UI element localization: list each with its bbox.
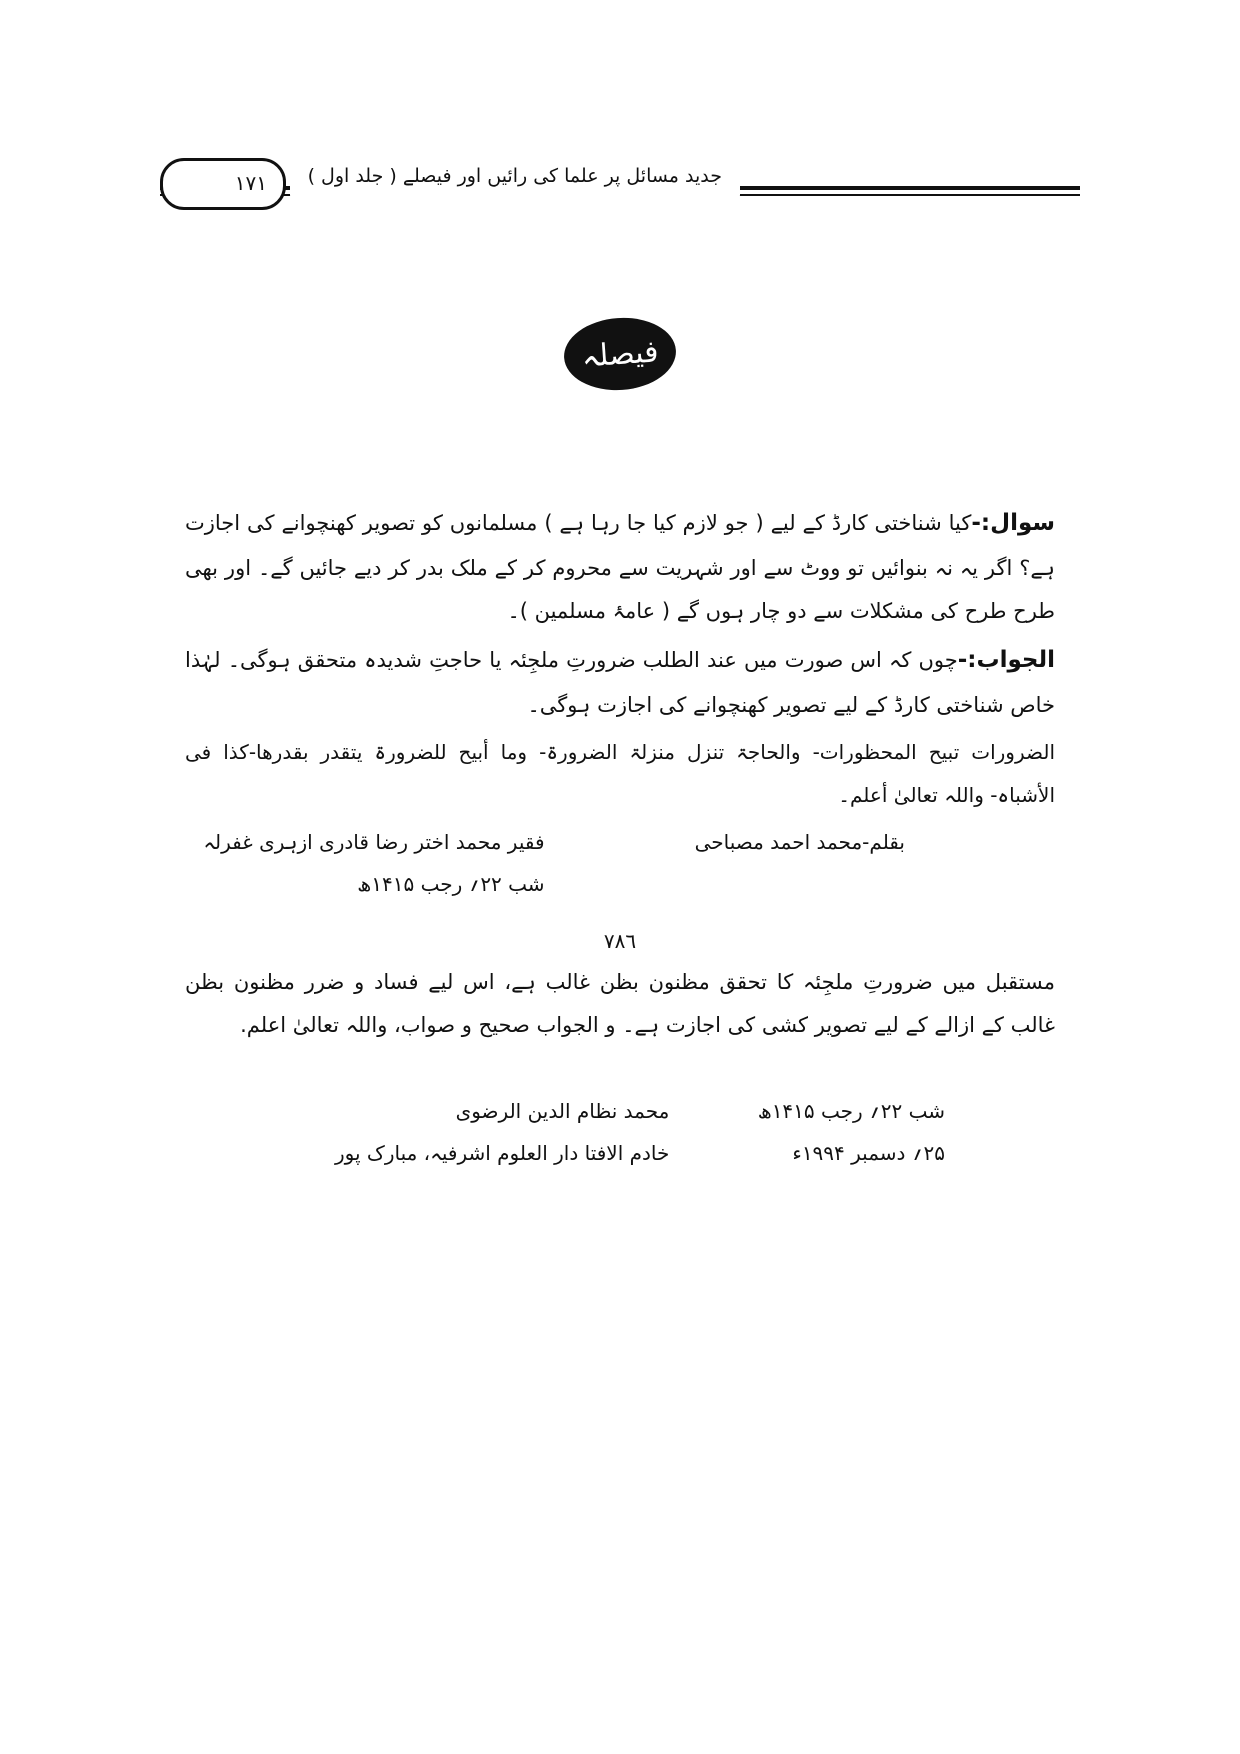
signature-akhtar-raza-qadri (203, 823, 544, 903)
question-paragraph (185, 500, 1055, 633)
answer-label: الجواب:- (957, 647, 1055, 674)
page-header (160, 160, 1080, 220)
footer-signatory-name: محمد نظام الدین الرضوی (455, 1098, 670, 1123)
signature-date-2: شب ۲۲؍ رجب ۱۴۱۵ھ (357, 872, 545, 897)
footer-signatory-title: خادم الافتا دار العلوم اشرفیہ، مبارک پور (335, 1140, 670, 1165)
first-signature-row (185, 823, 1055, 903)
book-title: جدید مسائل پر علما کی رائیں اور فیصلے ( جلد اول ) (307, 165, 722, 187)
footer-signature-row (185, 1090, 1055, 1174)
question-text: کیا شناختی کارڈ کے لیے ( جو لازم کیا جا رہا ہے ) مسلمانوں کو تصویر کھنچوانے کی اجازت ہے؟ اگر یہ نہ بنوائیں تو ووٹ سے اور شہریت سے محروم کر کے ملک بدر کر دیے جائیں گے۔ اور بھی طرح طرح کی مشکلات سے دو چار ہوں گے ( عامۂ مسلمین )۔ (185, 511, 1055, 624)
header-title-container (290, 160, 740, 197)
arabic-quotation: الضرورات تبیح المحظورات- والحاجۃ تنزل منزلۃ الضرورۃ- وما أبیح للضرورۃ یتقدر بقدرھا-کذا فی الأشباہ- واللہ تعالیٰ أعلم۔ (185, 740, 1055, 808)
signature-muhammad-ahmad-misbahi (695, 823, 905, 861)
footer-signatory (335, 1090, 669, 1174)
section-heading (0, 318, 1240, 390)
page-number: ۱۷۱ (234, 171, 267, 195)
answer-paragraph (185, 637, 1055, 727)
document-body (185, 500, 1055, 1174)
closing-paragraph: مستقبل میں ضرورتِ ملجِئہ کا تحقق مظنون بظن غالب ہے، اس لیے فساد و ضرر مظنون بظن غالب کے ازالے کے لیے تصویر کشی کی اجازت ہے۔ و الجواب صحیح و صواب، واللہ تعالیٰ اعلم. (185, 970, 1055, 1038)
question-label: سوال:- (971, 510, 1055, 536)
answer-text: چوں کہ اس صورت میں عند الطلب ضرورتِ ملجِئہ یا حاجتِ شدیدہ متحقق ہوگی۔ لہٰذا خاص شناختی کارڈ کے لیے تصویر کھنچوانے کی اجازت ہوگی۔ (185, 648, 1055, 718)
bismillah-number: ٧٨٦ (603, 929, 637, 954)
page-number-badge (160, 158, 286, 210)
footer-date-gregorian: ۲۵؍ دسمبر ۱۹۹۴ء (792, 1140, 945, 1165)
footer-date-hijri: شب ۲۲؍ رجب ۱۴۱۵ھ (757, 1098, 945, 1123)
section-heading-label: فیصلہ (562, 314, 679, 394)
signature-name-2: فقیر محمد اختر رضا قادری ازہری غفرلہ (203, 830, 545, 855)
signature-name-1: بقلم-محمد احمد مصباحی (694, 830, 905, 855)
footer-dates (758, 1090, 945, 1174)
